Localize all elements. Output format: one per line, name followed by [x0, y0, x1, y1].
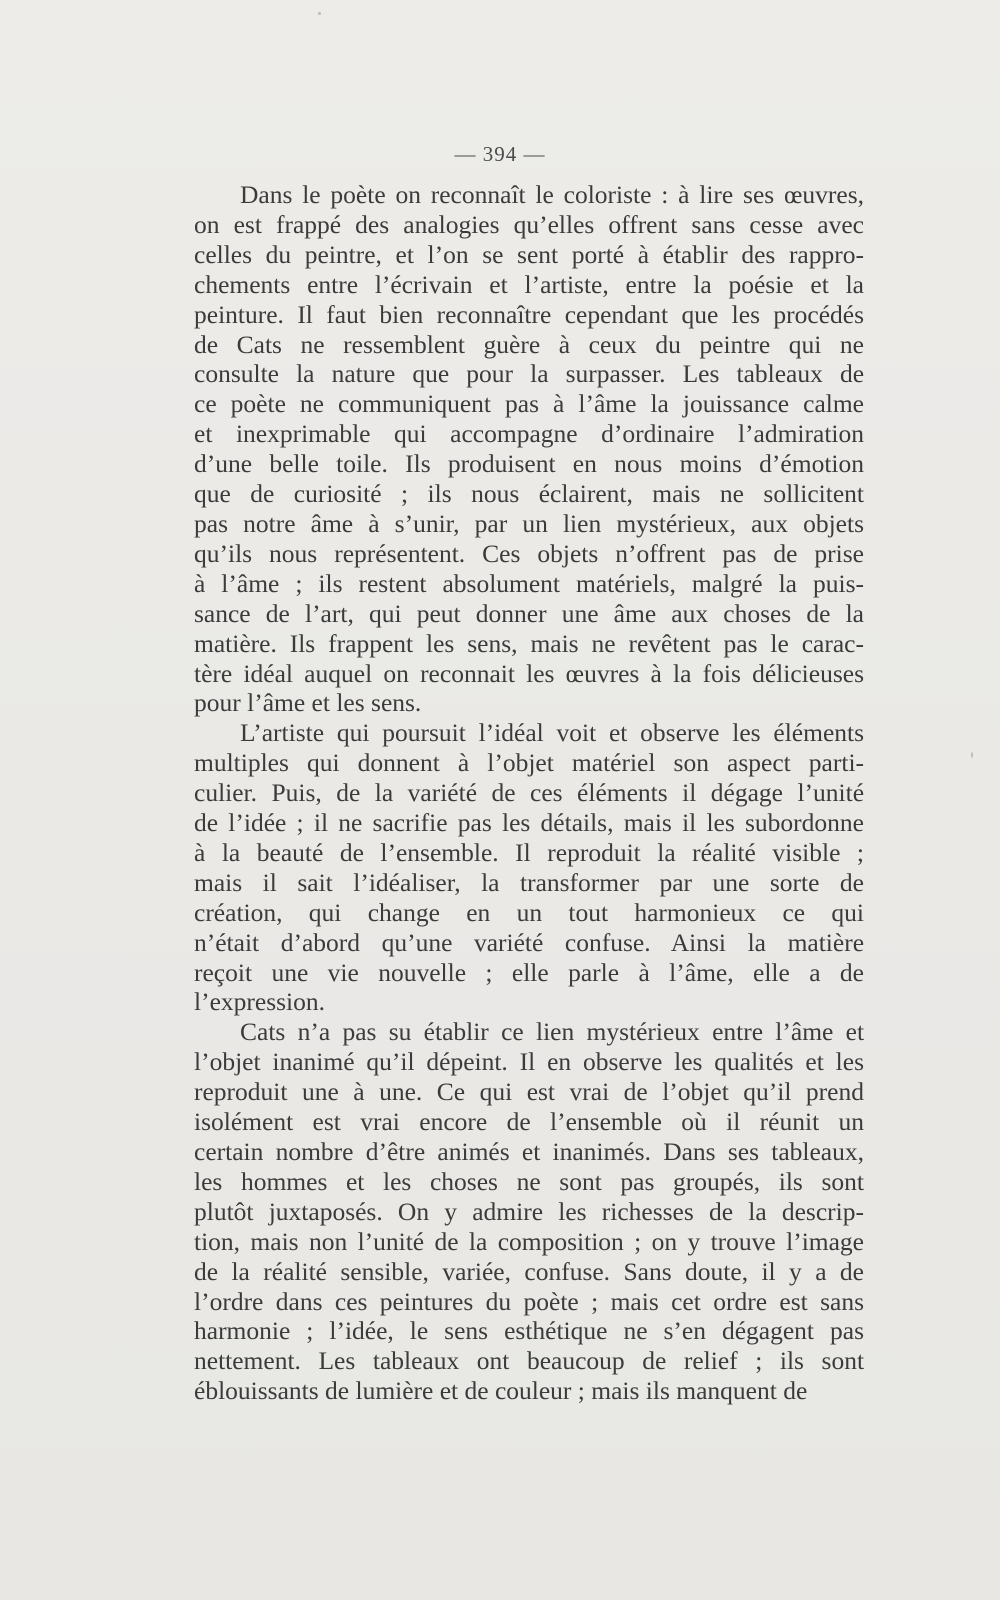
paper-speck [318, 12, 321, 15]
text-line: ce poète ne communiquent pas à l’âme la jouissance calme [194, 389, 864, 419]
text-line: chements entre l’écrivain et l’artiste, entre la poésie et la [194, 269, 864, 299]
text-line: sance de l’art, qui peut donner une âme aux choses de la [194, 598, 864, 628]
text-line: tion, mais non l’unité de la composition ; on y trouve l’image [194, 1226, 864, 1256]
text-line: et inexprimable qui accompagne d’ordinaire l’admiration [194, 419, 864, 449]
paper-speck [971, 752, 973, 758]
paragraph [148, 718, 864, 1017]
text-line: peinture. Il faut bien reconnaître cependant que les procédés [194, 299, 865, 329]
text-line: création, qui change en un tout harmonieux ce qui [194, 897, 864, 927]
text-line: Dans le poète on reconnaît le coloriste : à lire ses œuvres, [240, 180, 865, 209]
text-line: n’était d’abord qu’une variété confuse. Ainsi la matière [194, 927, 865, 957]
text-line: qu’ils nous représentent. Ces objets n’offrent pas de prise [194, 538, 864, 568]
text-line: mais il sait l’idéaliser, la transformer par une sorte de [194, 867, 864, 897]
text-line: éblouissants de lumière et de couleur ; mais ils manquent de [194, 1376, 808, 1406]
text-line: on est frappé des analogies qu’elles offrent sans cesse avec [194, 209, 864, 239]
text-line: nettement. Les tableaux ont beaucoup de relief ; ils sont [194, 1346, 865, 1376]
text-line: Cats n’a pas su établir ce lien mystérieux entre l’âme et [240, 1017, 865, 1047]
text-line: l’ordre dans ces peintures du poète ; mais cet ordre est sans [194, 1286, 865, 1316]
text-line: de Cats ne ressemblent guère à ceux du peintre qui ne [194, 329, 864, 359]
text-line: isolément est vrai encore de l’ensemble où il réunit un [194, 1107, 865, 1137]
text-line: tère idéal auquel on reconnait les œuvres à la fois délicieuses [194, 658, 864, 688]
text-line: de la réalité sensible, variée, confuse. Sans doute, il y a de [194, 1256, 864, 1286]
text-line: à la beauté de l’ensemble. Il reproduit la réalité visible ; [194, 837, 864, 867]
text-line: l’objet inanimé qu’il dépeint. Il en observe les qualités et les [194, 1047, 864, 1077]
page-number: — 394 — [454, 142, 546, 166]
text-line: de l’idée ; il ne sacrifie pas les détails, mais il les subordonne [194, 808, 864, 838]
text-line: d’une belle toile. Ils produisent en nous moins d’émotion [194, 449, 864, 479]
text-line: consulte la nature que pour la surpasser. Les tableaux de [194, 359, 865, 389]
text-line: reçoit une vie nouvelle ; elle parle à l’âme, elle a de [194, 957, 864, 987]
paragraph [148, 1017, 864, 1406]
text-line: pour l’âme et les sens. [194, 688, 422, 718]
text-line: reproduit une à une. Ce qui est vrai de l’objet qu’il prend [194, 1077, 864, 1107]
body-text [148, 180, 864, 1406]
text-line: certain nombre d’être animés et inanimés. Dans ses tableaux, [194, 1137, 864, 1166]
text-line: harmonie ; l’idée, le sens esthétique ne s’en dégagent pas [194, 1316, 864, 1346]
text-line: matière. Ils frappent les sens, mais ne revêtent pas le carac- [194, 628, 864, 658]
text-line: plutôt juxtaposés. On y admire les richesses de la descrip- [194, 1196, 864, 1226]
text-line: culier. Puis, de la variété de ces éléments il dégage l’unité [194, 778, 865, 808]
text-line: à l’âme ; ils restent absolument matériels, malgré la puis- [194, 568, 864, 598]
text-line: l’expression. [194, 987, 326, 1017]
text-line: que de curiosité ; ils nous éclairent, mais ne sollicitent [194, 479, 864, 509]
text-line: L’artiste qui poursuit l’idéal voit et observe les éléments [240, 718, 865, 748]
text-line: les hommes et les choses ne sont pas groupés, ils sont [194, 1166, 864, 1196]
text-line: pas notre âme à s’unir, par un lien mystérieux, aux objets [194, 508, 864, 538]
text-line: multiples qui donnent à l’objet matériel son aspect parti- [194, 748, 865, 778]
text-line: celles du peintre, et l’on se sent porté à établir des rappro- [194, 239, 864, 269]
paragraph [148, 180, 864, 718]
